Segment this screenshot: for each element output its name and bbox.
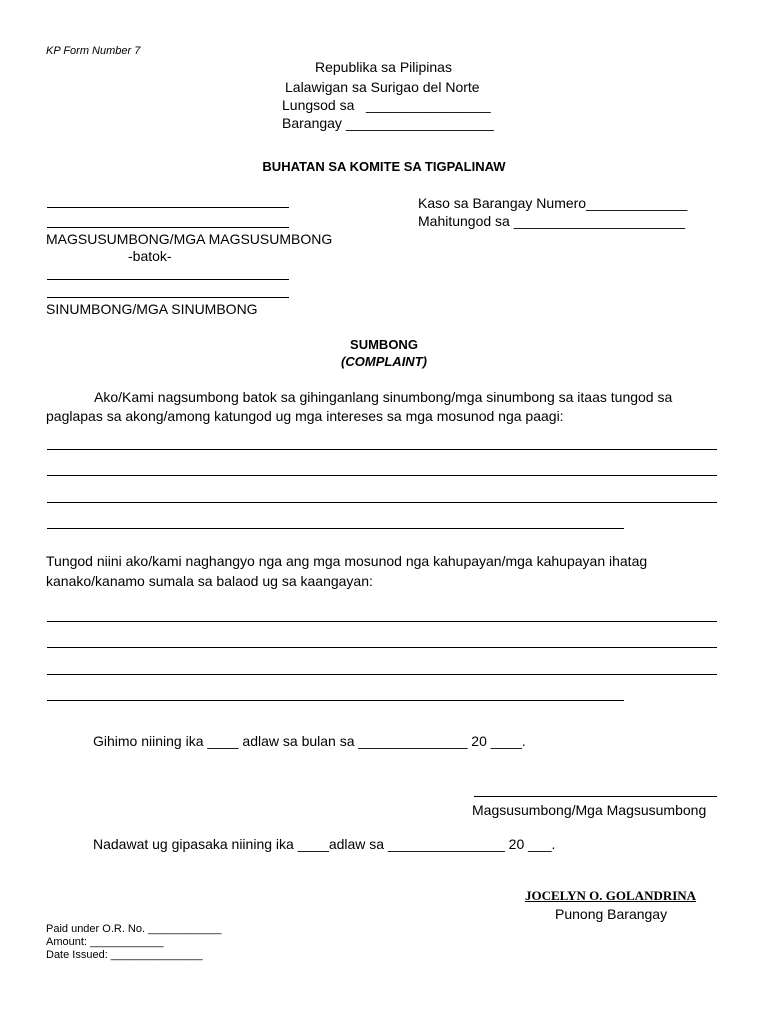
statement-line-2: paglapas sa akong/among katungod ug mga intereses sa mga mosunod nga paagi:	[46, 408, 564, 424]
complaint-title: SUMBONG	[350, 337, 418, 352]
statement-blank-line	[47, 528, 624, 529]
complainant-blank-line	[47, 227, 289, 228]
complainant-blank-line	[47, 207, 289, 208]
header-city: Lungsod sa ________________	[282, 97, 491, 113]
complainant-label: MAGSUSUMBONG/MGA MAGSUSUMBONG	[46, 231, 333, 247]
case-subject: Mahitungod sa ______________________	[418, 213, 686, 229]
punong-barangay-title: Punong Barangay	[555, 906, 668, 922]
versus-label: -batok-	[128, 248, 172, 264]
respondent-blank-line	[47, 279, 289, 280]
relief-blank-line	[47, 700, 624, 701]
statement-blank-line	[47, 502, 717, 503]
header-republic: Republika sa Pilipinas	[315, 59, 452, 75]
header-province: Lalawigan sa Surigao del Norte	[285, 79, 480, 95]
complaint-subtitle: (COMPLAINT)	[341, 354, 427, 369]
complainant-signature-line	[474, 796, 717, 797]
relief-line-2: kanako/kanamo sumala sa balaod ug sa kaangayan:	[46, 573, 373, 589]
office-title: BUHATAN SA KOMITE SA TIGPALINAW	[262, 159, 506, 174]
punong-barangay-name: JOCELYN O. GOLANDRINA	[525, 888, 697, 903]
payment-or-no: Paid under O.R. No. ____________	[46, 923, 222, 935]
relief-blank-line	[47, 674, 717, 675]
relief-blank-line	[47, 621, 717, 622]
respondent-label: SINUMBONG/MGA SINUMBONG	[46, 301, 258, 317]
payment-date-issued: Date Issued: _______________	[46, 949, 203, 961]
statement-line-1: Ako/Kami nagsumbong batok sa gihinganlang sinumbong/mga sinumbong sa itaas tungod sa	[94, 389, 673, 405]
statement-blank-line	[47, 475, 717, 476]
header-barangay: Barangay ___________________	[282, 115, 494, 131]
respondent-blank-line	[47, 297, 289, 298]
date-made: Gihimo niining ika ____ adlaw sa bulan sa ______________ 20 ____.	[93, 733, 526, 749]
case-number: Kaso sa Barangay Numero_____________	[418, 195, 688, 211]
relief-blank-line	[47, 647, 717, 648]
payment-amount: Amount: ____________	[46, 936, 164, 948]
statement-blank-line	[47, 449, 717, 450]
complainant-signature-label: Magsusumbong/Mga Magsusumbong	[472, 802, 707, 818]
form-number: KP Form Number 7	[46, 45, 141, 57]
relief-line-1: Tungod niini ako/kami naghangyo nga ang mga mosunod nga kahupayan/mga kahupayan ihatag	[46, 553, 648, 569]
received-filed: Nadawat ug gipasaka niining ika ____adlaw sa _______________ 20 ___.	[93, 836, 556, 852]
